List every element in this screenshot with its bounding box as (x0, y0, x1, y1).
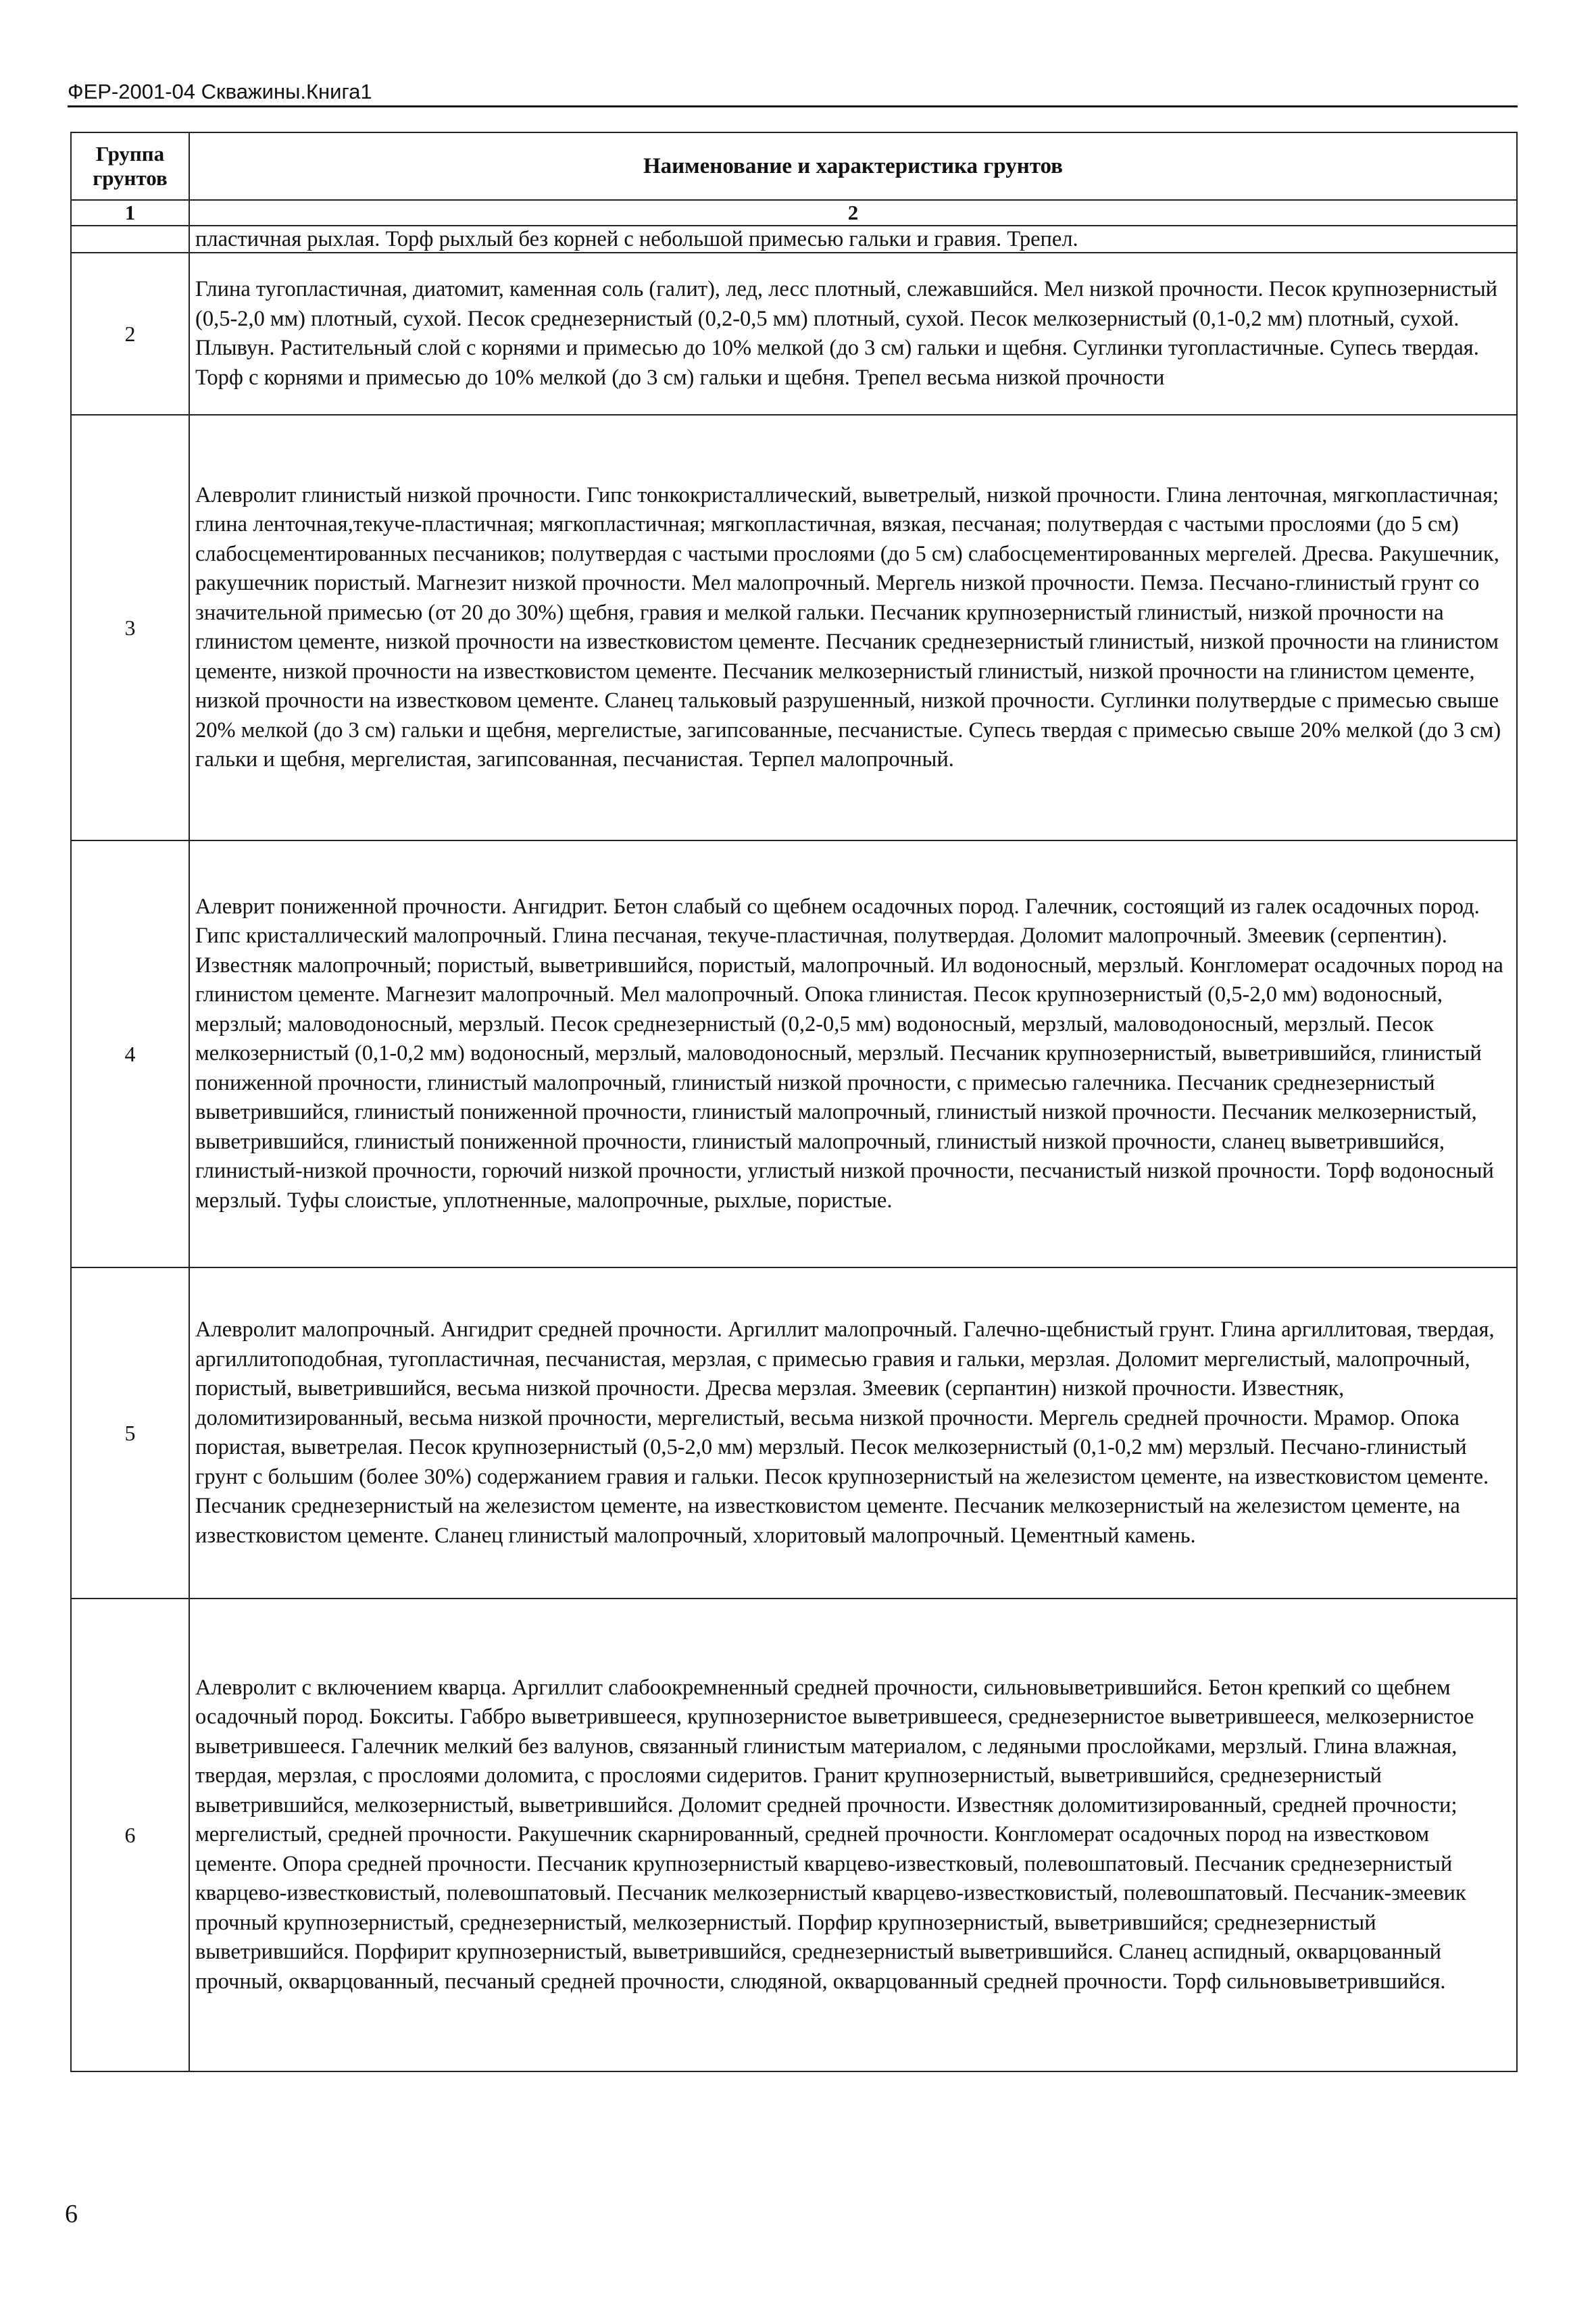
document-header-title: ФЕР-2001-04 Скважины.Книга1 (68, 80, 372, 103)
table-row (71, 226, 1517, 253)
group-cell: 2 (71, 253, 189, 415)
table-row (71, 415, 1517, 840)
description-cell: Алевролит с включением кварца. Аргиллит слабоокремненный средней прочности, сильновыветрившийся. Бетон крепкий со щебнем осадочный пород. Бокситы. Габбро выветрившееся, крупнозернистое выветрившееся, среднезернистое выветрившееся, мелкозернистое выветрившееся. Галечник мелкий без валунов, связанный глинистым материалом, с ледяными прослойками, мерзлый. Глина влажная, твердая, мерзлая, с прослоями доломита, с прослоями сидеритов. Гранит крупнозернистый, выветрившийся, среднезернистый выветрившийся, мелкозернистый, выветрившийся. Доломит средней прочности. Известняк доломитизированный, средней прочности; мергелистый, средней прочности. Ракушечник скарнированный, средней прочности. Конгломерат осадочных пород на известковом цементе. Опора средней прочности. Песчаник крупнозернистый кварцево-известковый, полевошпатовый. Песчаник среднезернистый кварцево-известковистый, полевошпатовый. Песчаник мелкозернистый кварцево-известковистый, полевошпатовый. Песчаник-змеевик прочный крупнозернистый, среднезернистый, мелкозернистый. Порфир крупнозернистый, выветрившийся; среднезернистый выветрившийся. Порфирит крупнозернистый, выветрившийся, среднезернистый выветрившийся. Сланец аспидный, окварцованный прочный, окварцованный, песчаный средней прочности, слюдяной, окварцованный средней прочности. Торф сильновыветрившийся. (189, 1599, 1517, 2071)
group-cell: 5 (71, 1267, 189, 1599)
description-cell: Алеврит пониженной прочности. Ангидрит. Бетон слабый со щебнем осадочных пород. Галечник, состоящий из галек осадочных пород. Гипс кристаллический малопрочный. Глина песчаная, текуче-пластичная, полутвердая. Доломит малопрочный. Змеевик (серпентин). Известняк малопрочный; пористый, выветрившийся, пористый, малопрочный. Ил водоносный, мерзлый. Конгломерат осадочных пород на глинистом цементе. Магнезит малопрочный. Мел малопрочный. Опока глинистая. Песок крупнозернистый (0,5-2,0 мм) водоносный, мерзлый; маловодоносный, мерзлый. Песок среднезернистый (0,2-0,5 мм) водоносный, мерзлый, маловодоносный, мерзлый. Песок мелкозернистый (0,1-0,2 мм) водоносный, мерзлый, маловодоносный, мерзлый. Песчаник крупнозернистый, выветрившийся, глинистый пониженной прочности, глинистый малопрочный, глинистый низкой прочности, с примесью галечника. Песчаник среднезернистый выветрившийся, глинистый пониженной прочности, глинистый малопрочный, глинистый низкой прочности. Песчаник мелкозернистый, выветрившийся, глинистый пониженной прочности, глинистый малопрочный, глинистый низкой прочности, сланец выветрившийся, глинистый-низкой прочности, горючий низкой прочности, углистый низкой прочности, песчанистый низкой прочности. Торф водоносный мерзлый. Туфы слоистые, уплотненные, малопрочные, рыхлые, пористые. (189, 840, 1517, 1267)
column-number-2: 2 (189, 200, 1517, 226)
group-cell (71, 226, 189, 253)
description-cell: Алевролит глинистый низкой прочности. Гипс тонкокристаллический, выветрелый, низкой прочности. Глина ленточная, мягкопластичная; глина ленточная,текуче-пластичная; мягкопластичная; мягкопластичная, вязкая, песчаная; полутвердая с частыми прослоями (до 5 см) слабосцементированных песчаников; полутвердая с частыми прослоями (до 5 см) слабосцементированных мергелей. Дресва. Ракушечник, ракушечник пористый. Магнезит низкой прочности. Мел малопрочный. Мергель низкой прочности. Пемза. Песчано-глинистый грунт со значительной примесью (от 20 до 30%) щебня, гравия и мелкой гальки. Песчаник крупнозернистый глинистый, низкой прочности на глинистом цементе, низкой прочности на известковистом цементе. Песчаник среднезернистый глинистый, низкой прочности на глинистом цементе, низкой прочности на известковистом цементе. Песчаник мелкозернистый глинистый, низкой прочности на глинистом цементе, низкой прочности на известковом цементе. Сланец тальковый разрушенный, низкой прочности. Суглинки полутвердые с примесью свыше 20% мелкой (до 3 см) гальки и щебня, мергелистые, загипсованные, песчанистые. Супесь твердая с примесью свыше 20% мелкой (до 3 см) гальки и щебня, мергелистая, загипсованная, песчанистая. Терпел малопрочный. (189, 415, 1517, 840)
description-cell: Алевролит малопрочный. Ангидрит средней прочности. Аргиллит малопрочный. Галечно-щебнистый грунт. Глина аргиллитовая, твердая, аргиллитоподобная, тугопластичная, песчанистая, мерзлая, с примесью гравия и гальки, мерзлая. Доломит мергелистый, малопрочный, пористый, выветрившийся, весьма низкой прочности. Дресва мерзлая. Змеевик (серпантин) низкой прочности. Известняк, доломитизированный, весьма низкой прочности, мергелистый, весьма низкой прочности. Мергель средней прочности. Мрамор. Опока пористая, выветрелая. Песок крупнозернистый (0,5-2,0 мм) мерзлый. Песок мелкозернистый (0,1-0,2 мм) мерзлый. Песчано-глинистый грунт с большим (более 30%) содержанием гравия и гальки. Песок крупнозернистый на железистом цементе, на известковистом цементе. Песчаник среднезернистый на железистом цементе, на известковистом цементе. Песчаник мелкозернистый на железистом цементе, на известковистом цементе. Сланец глинистый малопрочный, хлоритовый малопрочный. Цементный камень. (189, 1267, 1517, 1599)
group-cell: 4 (71, 840, 189, 1267)
description-cell: пластичная рыхлая. Торф рыхлый без корней с небольшой примесью гальки и гравия. Трепел. (189, 226, 1517, 253)
column-number-1: 1 (71, 200, 189, 226)
column-header-description: Наименование и характеристика грунтов (189, 132, 1517, 200)
page-number: 6 (65, 2200, 78, 2228)
table-row (71, 840, 1517, 1267)
table-row (71, 1599, 1517, 2071)
soil-groups-table (70, 132, 1518, 2072)
column-header-group: Группа грунтов (71, 132, 189, 200)
group-cell: 3 (71, 415, 189, 840)
table-header-row (71, 132, 1517, 200)
description-cell: Глина тугопластичная, диатомит, каменная соль (галит), лед, лесс плотный, слежавшийся. Мел низкой прочности. Песок крупнозернистый (0,5-2,0 мм) плотный, сухой. Песок среднезернистый (0,2-0,5 мм) плотный, сухой. Песок мелкозернистый (0,1-0,2 мм) плотный, сухой. Плывун. Растительный слой с корнями и примесью до 10% мелкой (до 3 см) гальки и щебня. Суглинки тугопластичные. Супесь твердая. Торф с корнями и примесью до 10% мелкой (до 3 см) гальки и щебня. Трепел весьма низкой прочности (189, 253, 1517, 415)
group-cell: 6 (71, 1599, 189, 2071)
table-row (71, 1267, 1517, 1599)
table-row (71, 253, 1517, 415)
header-rule (68, 105, 1518, 107)
column-number-row (71, 200, 1517, 226)
